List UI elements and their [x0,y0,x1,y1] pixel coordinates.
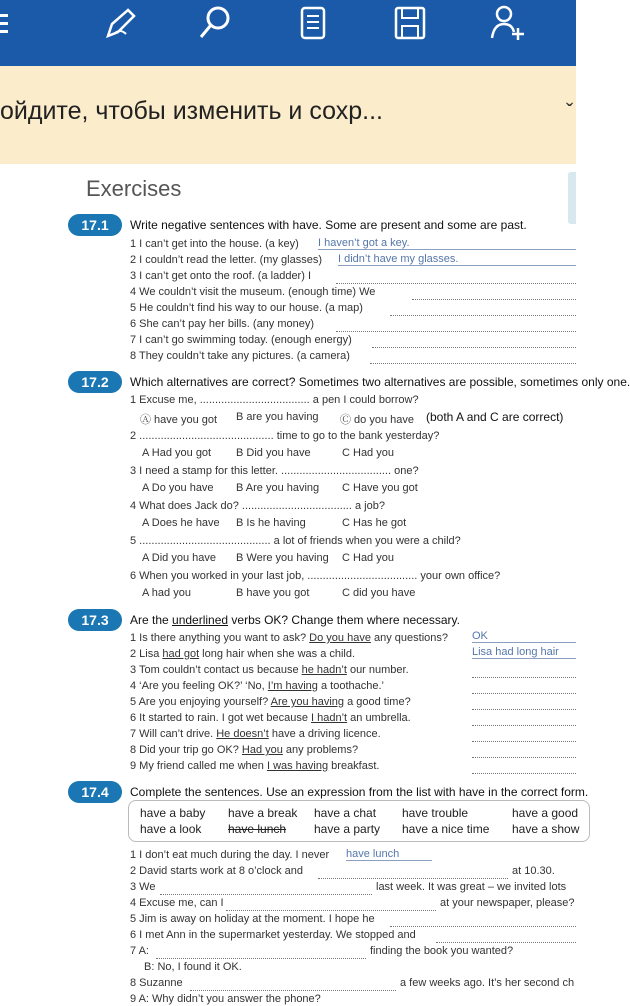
exercise-line: 8 Suzanne [130,977,183,989]
exercise-badge-17-4: 17.4 [68,781,122,803]
line-tail: last week. It was great – we invited lots [376,881,567,893]
exercise-line [130,632,448,644]
option-a: A Do you have [142,482,214,494]
line-text: a toothache.’ [317,680,384,692]
answer-text: have lunch [346,848,432,861]
answer-blank [336,282,576,284]
exercise-line: 7 I can’t go swimming today. (enough energy) [130,334,352,346]
answer-blank [190,989,396,991]
exercise-line: B: No, I found it OK. [144,961,242,973]
option-a: A Had you got [142,447,212,459]
exercise-line: 5 He couldn’t find his way to our house. (a map) [130,302,363,314]
option-b: B Is he having [236,517,306,529]
underlined-verb: I was having [266,760,329,772]
exercise-line: 1 Excuse me, .................................... a pen I could borrow? [130,394,419,406]
exercise-line [130,760,379,772]
banner-caret-icon[interactable]: ˇ [566,99,574,124]
answer-blank [370,362,576,364]
exercise-line [130,648,355,660]
document-page [0,164,630,1006]
line-tail: a few weeks ago. It’s her second ch [400,977,575,989]
exercise-line: 2 I couldn’t read the letter. (my glasses) [130,254,322,266]
exercise-line: 5 Jim is away on holiday at the moment. I hope he [130,913,375,925]
line-tail: at 10.30. [512,865,555,877]
option-a: Ⓐ have you got [140,414,218,426]
answer-blank [336,330,576,332]
exercise-instruction [130,613,460,627]
option-c: C did you have [342,587,416,599]
line-text: any questions? [370,632,448,644]
answer-blank [472,676,576,678]
page-tab-edge [568,172,576,224]
instruction-text: Are the [130,613,173,627]
app-toolbar [0,0,576,66]
underlined-verb: I hadn’t [311,712,348,724]
exercise-line: 1 I don’t eat much during the day. I never [130,849,330,861]
exercise-instruction: Write negative sentences with have. Some are present and some are past. [130,218,527,232]
exercise-line: 2 ............................................ time to go to the bank yesterday? [130,430,440,442]
exercise-line [130,728,381,740]
expression-item: have a chat [314,806,377,820]
line-text: any problems? [282,744,359,756]
option-c: C Had you [342,552,394,564]
answer-blank [160,893,372,895]
underlined-verb: Had you [241,744,283,756]
option-b: B have you got [236,587,310,599]
line-text: a good time? [344,696,411,708]
exercise-line: 8 They couldn’t take any pictures. (a camera) [130,350,350,362]
exercise-line [130,744,358,756]
exercise-line: 6 I met Ann in the supermarket yesterday. We stopped and [130,929,416,941]
exercise-instruction: Which alternatives are correct? Sometimes two alternatives are possible, sometimes only one. [130,375,630,389]
exercise-line: 3 We [130,881,156,893]
expression-item: have trouble [402,806,469,820]
exercise-line: 4 What does Jack do? .................................... a job? [130,500,385,512]
exercise-badge-17-2: 17.2 [68,371,122,393]
expression-item: have a show [512,822,580,836]
answer-blank [436,941,576,943]
line-text: 3 Tom couldn’t contact us because [130,664,302,676]
answer-blank [472,692,576,694]
answer-text: I haven’t got a key. [318,237,576,250]
exercise-line [130,664,409,676]
save-icon[interactable] [390,4,430,44]
exercises-title: Exercises [86,176,182,201]
exercise-line: 6 When you worked in your last job, .................................... your own office? [130,570,501,582]
search-icon[interactable] [196,4,236,44]
answer-text: OK [472,630,576,643]
exercise-line: 9 A: Why didn’t you answer the phone? [130,993,321,1005]
line-text: 4 ‘Are you feeling OK?’ ‘No, [130,680,268,692]
exercise-instruction: Complete the sentences. Use an expression from the list with have in the correct form. [130,785,589,799]
answer-blank [412,298,576,300]
option-a: A Does he have [142,517,220,529]
exercise-line [130,712,411,724]
exercise-line: 4 We couldn’t visit the museum. (enough time) We [130,286,376,298]
line-text: 9 My friend called me when [130,760,267,772]
answer-blank [472,724,576,726]
exercise-badge-17-1: 17.1 [68,214,122,236]
line-tail: finding the book you wanted? [370,945,514,957]
answer-blank [318,877,508,879]
underlined-verb: I’m having [267,680,318,692]
line-text: breakfast. [328,760,380,772]
underlined-verb: Are you having [270,696,345,708]
answer-text: I didn’t have my glasses. [338,253,576,266]
underlined-verb: He doesn’t [216,728,269,740]
option-c: C Have you got [342,482,418,494]
answer-blank [472,772,576,774]
expression-item: have a break [228,806,298,820]
exercise-badge-17-3: 17.3 [68,609,122,631]
answer-blank [472,756,576,758]
sign-in-banner[interactable] [0,66,576,164]
option-note: (both A and C are correct) [426,410,564,424]
option-b: B are you having [236,411,319,423]
exercise-line: 5 ........................................... a lot of friends when you were a child? [130,535,461,547]
expression-item: have a party [314,822,381,836]
line-tail: at your newspaper, please? [440,897,575,909]
line-text: long hair when she was a child. [199,648,356,660]
underlined-verb: Do you have [309,632,371,644]
expression-item: have a baby [140,806,206,820]
add-user-icon[interactable] [488,4,528,44]
option-a: A Did you have [142,552,216,564]
answer-blank [390,314,576,316]
exercise-line [130,680,384,692]
line-text: have a driving licence. [268,728,381,740]
exercise-line: 2 David starts work at 8 o’clock and [130,865,304,877]
option-c: Ⓒ do you have [340,414,414,426]
line-text: an umbrella. [347,712,411,724]
expression-item: have a good [512,806,579,820]
line-text: 1 Is there anything you want to ask? [130,632,310,644]
line-text: 2 Lisa [130,648,163,660]
underlined-verb: he hadn’t [301,664,347,676]
expression-item: have a nice time [402,822,490,836]
expression-item-crossed: have lunch [228,822,287,836]
line-text: our number. [346,664,409,676]
option-b: B Did you have [236,447,311,459]
option-b: B Are you having [236,482,320,494]
line-text: 5 Are you enjoying yourself? [130,696,271,708]
answer-blank [472,708,576,710]
expression-item: have a look [140,822,202,836]
line-text: 6 It started to rain. I got wet because [130,712,311,724]
exercise-line: 1 I can’t get into the house. (a key) [130,238,299,250]
edit-pen-icon[interactable] [100,4,140,44]
underlined-verb: had got [162,648,200,660]
option-a: A had you [142,587,191,599]
line-text: 7 Will can’t drive. [130,728,217,740]
menu-icon[interactable] [0,4,20,44]
option-c: C Had you [342,447,394,459]
exercise-line [130,696,411,708]
instruction-underlined-word: underlined [172,613,229,627]
answer-blank [372,346,576,348]
instruction-text: verbs OK? Change them where necessary. [228,613,460,627]
exercise-line: 3 I need a stamp for this letter. .................................... one? [130,465,419,477]
exercise-line: 6 She can’t pay her bills. (any money) [130,318,315,330]
option-b: B Were you having [236,552,329,564]
banner-text[interactable]: ойдите, чтобы изменить и сохр... [0,97,383,125]
answer-blank [226,909,436,911]
answer-blank [472,740,576,742]
document-icon[interactable] [294,4,334,44]
answer-blank [156,957,366,959]
exercise-line: 3 I can’t get onto the roof. (a ladder) I [130,270,311,282]
answer-blank [390,925,576,927]
option-c: C Has he got [342,517,407,529]
line-text: 8 Did your trip go OK? [130,744,242,756]
answer-text: Lisa had long hair [472,646,576,659]
exercise-line: 4 Excuse me, can I [130,897,224,909]
exercise-line: 7 A: [130,945,149,957]
